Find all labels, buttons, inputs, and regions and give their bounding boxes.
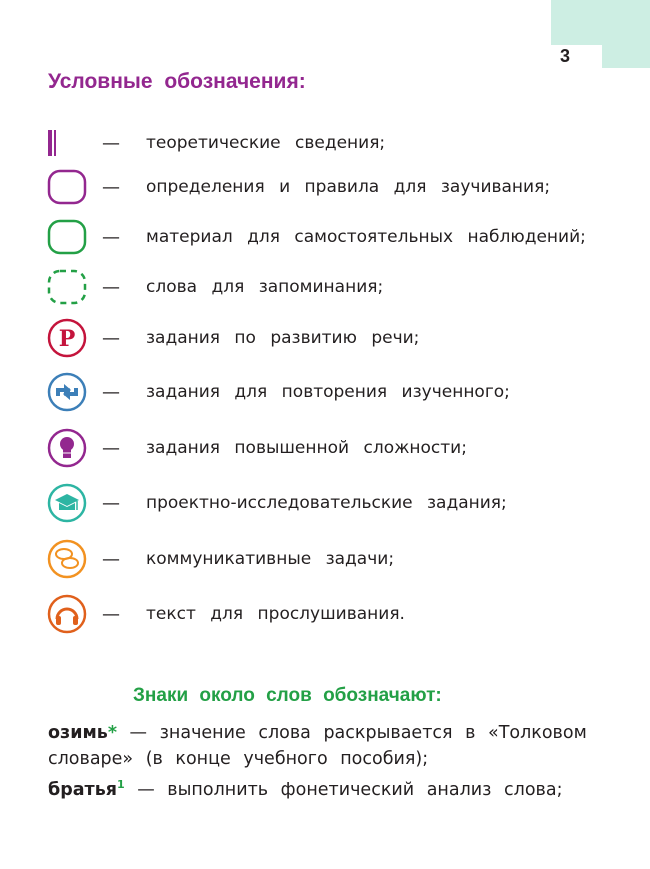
example-word: братья [48,779,118,800]
legend-item: — коммуникативные задачи; [44,539,394,579]
legend-item: — материал для самостоятельных наблюдений; [44,217,586,257]
page-title: Условные обозначения: [48,70,306,93]
corner-decoration [602,45,650,68]
speech-r-icon [44,318,90,358]
example-word: озимь [48,723,108,743]
superscript-mark: 1 [117,778,125,791]
svg-text:P: P [58,326,76,352]
marks-explanation: озимь* — значение слова раскрывается в «Толковом словаре» (в конце учебного пособия); братья$^1$ — выполнить фонетический анализ слова; [48,723,587,800]
section-subtitle: Знаки около слов обозначают: [133,685,442,706]
dashed-frame-icon [44,267,90,307]
legend-item: P — задания по развитию речи; [44,318,419,358]
asterisk-mark: * [107,723,117,743]
legend-item: — задания повышенной сложности; [44,428,467,468]
lightbulb-icon [44,428,90,468]
legend-item: — задания для повторения изученного; [44,372,510,412]
repeat-icon [44,372,90,412]
green-frame-icon [44,217,90,257]
legend-item: — определения и правила для заучивания; [44,167,550,207]
theory-bar-icon [44,123,90,163]
speech-bubbles-icon [44,539,90,579]
legend-item: — текст для прослушивания. [44,594,405,634]
legend-item: — слова для запоминания; [44,267,383,307]
headphones-icon [44,594,90,634]
graduation-cap-icon [44,483,90,523]
page-number: 3 [560,46,571,66]
purple-frame-icon [44,167,90,207]
corner-decoration [551,0,650,45]
legend-item: — проектно-исследовательские задания; [44,483,507,523]
legend-item: — теоретические сведения; [44,123,385,163]
